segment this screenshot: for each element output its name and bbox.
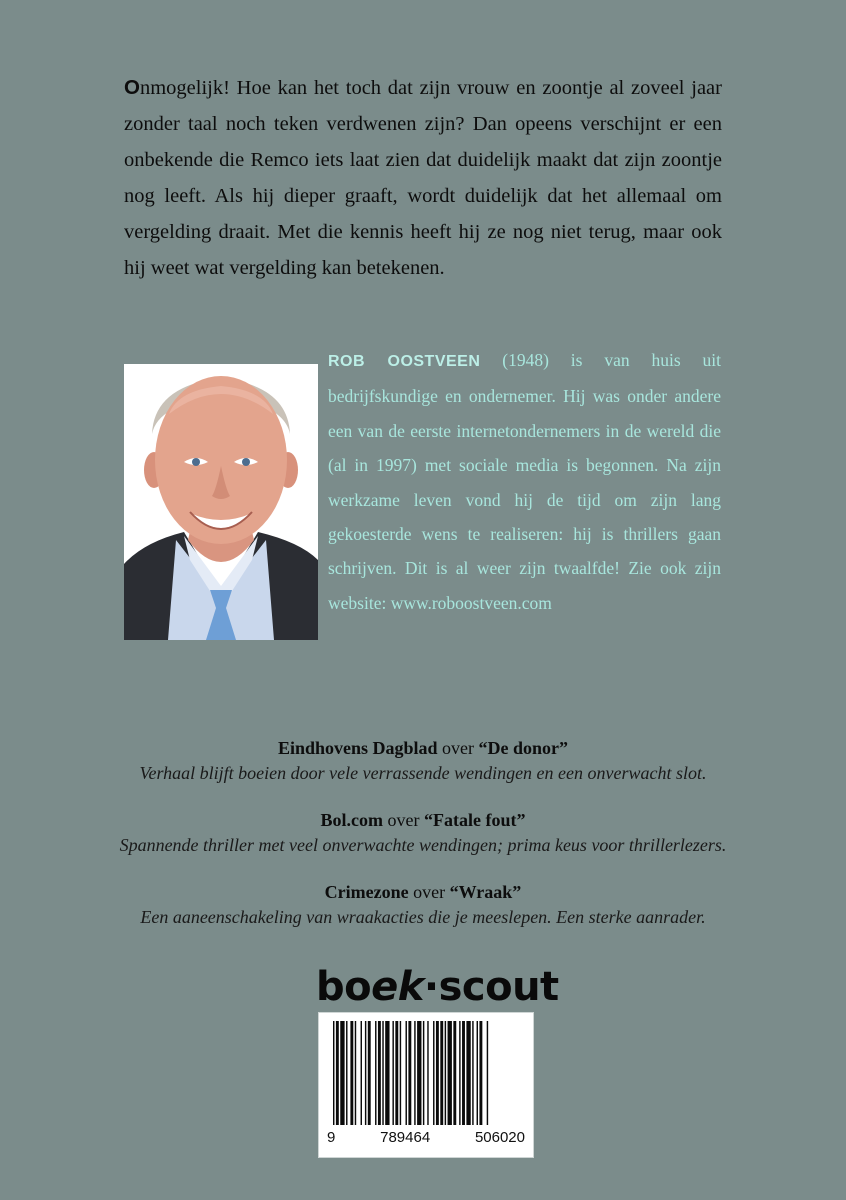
review-heading: [60, 879, 786, 905]
author-photo: [124, 364, 318, 640]
barcode-bar: [479, 1021, 482, 1125]
barcode-bar: [427, 1021, 428, 1125]
barcode-bar: [448, 1021, 452, 1125]
barcode-bar: [375, 1021, 376, 1125]
review-connector: over: [437, 738, 479, 758]
barcode-bar: [462, 1021, 465, 1125]
barcode-bar: [350, 1021, 353, 1125]
barcode-bar: [385, 1021, 389, 1125]
barcode-bar: [395, 1021, 398, 1125]
barcode-bar: [472, 1021, 473, 1125]
review-3: [60, 879, 786, 929]
barcode-bar: [487, 1021, 488, 1125]
barcode-bar: [417, 1021, 421, 1125]
author-bio-text: (1948) is van huis uit bedrijfskundige en ondernemer. Hij was onder andere een van de eerste internetondernemers in de wereld die (al in 1997) met sociale media is begonnen. Na zijn werkzame leven vond hij de tijd om zijn lang gekoesterde wens te realiseren: hij is thrillers gaan schrijven. Dit is al weer zijn twaalfde! Zie ook zijn website: www.roboostveen.com: [328, 350, 721, 613]
barcode-bar: [414, 1021, 415, 1125]
barcode-bar: [423, 1021, 424, 1125]
logo-separator: ·: [423, 964, 439, 1010]
review-2: [60, 807, 786, 857]
author-name: ROB OOSTVEEN: [328, 353, 481, 370]
author-bio: [328, 343, 721, 620]
barcode-bar: [445, 1021, 446, 1125]
publisher-logo: [316, 962, 559, 1012]
review-connector: over: [383, 810, 424, 830]
review-quote: Een aaneenschakeling van wraakacties die je meeslepen. Een sterke aanrader.: [140, 907, 706, 927]
barcode-bar: [382, 1021, 383, 1125]
barcode-bars: [319, 1013, 533, 1129]
barcode-bar: [459, 1021, 460, 1125]
logo-part-3: scout: [438, 964, 559, 1010]
review-source: Crimezone: [324, 882, 409, 902]
barcode-bar: [406, 1021, 407, 1125]
barcode-bar: [365, 1021, 366, 1125]
barcode-bar: [355, 1021, 356, 1125]
logo-part-2: ek: [371, 964, 424, 1010]
barcode-bar: [466, 1021, 470, 1125]
barcode-bar: [392, 1021, 393, 1125]
blurb-paragraph: [124, 70, 722, 286]
barcode-bar: [346, 1021, 347, 1125]
logo-part-1: bo: [316, 964, 372, 1010]
barcode-digits-left: 789464: [380, 1129, 431, 1146]
review-source: Bol.com: [320, 810, 384, 830]
barcode-bar: [408, 1021, 411, 1125]
review-book-title: “Fatale fout”: [424, 810, 526, 830]
barcode-bar: [400, 1021, 401, 1125]
review-book-title: “De donor”: [478, 738, 569, 758]
barcode-bar: [368, 1021, 371, 1125]
blurb-text: nmogelijk! Hoe kan het toch dat zijn vrouw en zoontje al zoveel jaar zonder taal noch teken verdwenen zijn? Dan opeens verschijnt er een onbekende die Remco iets laat zien dat duidelijk maakt dat zijn zoontje nog leeft. Als hij dieper graaft, wordt duidelijk dat het allemaal om vergelding draait. Met die kennis heeft hij ze nog niet terug, maar ook hij weet wat vergelding kan betekenen.: [124, 77, 722, 279]
barcode-bar: [433, 1021, 434, 1125]
barcode-bar: [336, 1021, 339, 1125]
barcode-bar: [440, 1021, 443, 1125]
isbn-barcode: [318, 1012, 534, 1158]
barcode-bar: [453, 1021, 456, 1125]
review-quote: Verhaal blijft boeien door vele verrassende wendingen en een onverwacht slot.: [139, 763, 707, 783]
review-quote: Spannende thriller met veel onverwachte wendingen; prima keus voor thrillerlezers.: [119, 835, 727, 855]
review-1: [60, 735, 786, 785]
barcode-bar: [436, 1021, 439, 1125]
barcode-digits: [319, 1129, 533, 1146]
review-heading: [60, 735, 786, 761]
review-book-title: “Wraak”: [449, 882, 522, 902]
barcode-bar: [361, 1021, 362, 1125]
barcode-bar: [340, 1021, 344, 1125]
barcode-bar: [333, 1021, 334, 1125]
barcode-bar: [477, 1021, 478, 1125]
barcode-digits-right: 506020: [474, 1129, 525, 1146]
barcode-digit-lead: 9: [327, 1129, 336, 1146]
barcode-bar: [378, 1021, 381, 1125]
review-connector: over: [408, 882, 450, 902]
blurb-initial: O: [124, 76, 140, 99]
review-source: Eindhovens Dagblad: [277, 738, 438, 758]
review-heading: [60, 807, 786, 833]
